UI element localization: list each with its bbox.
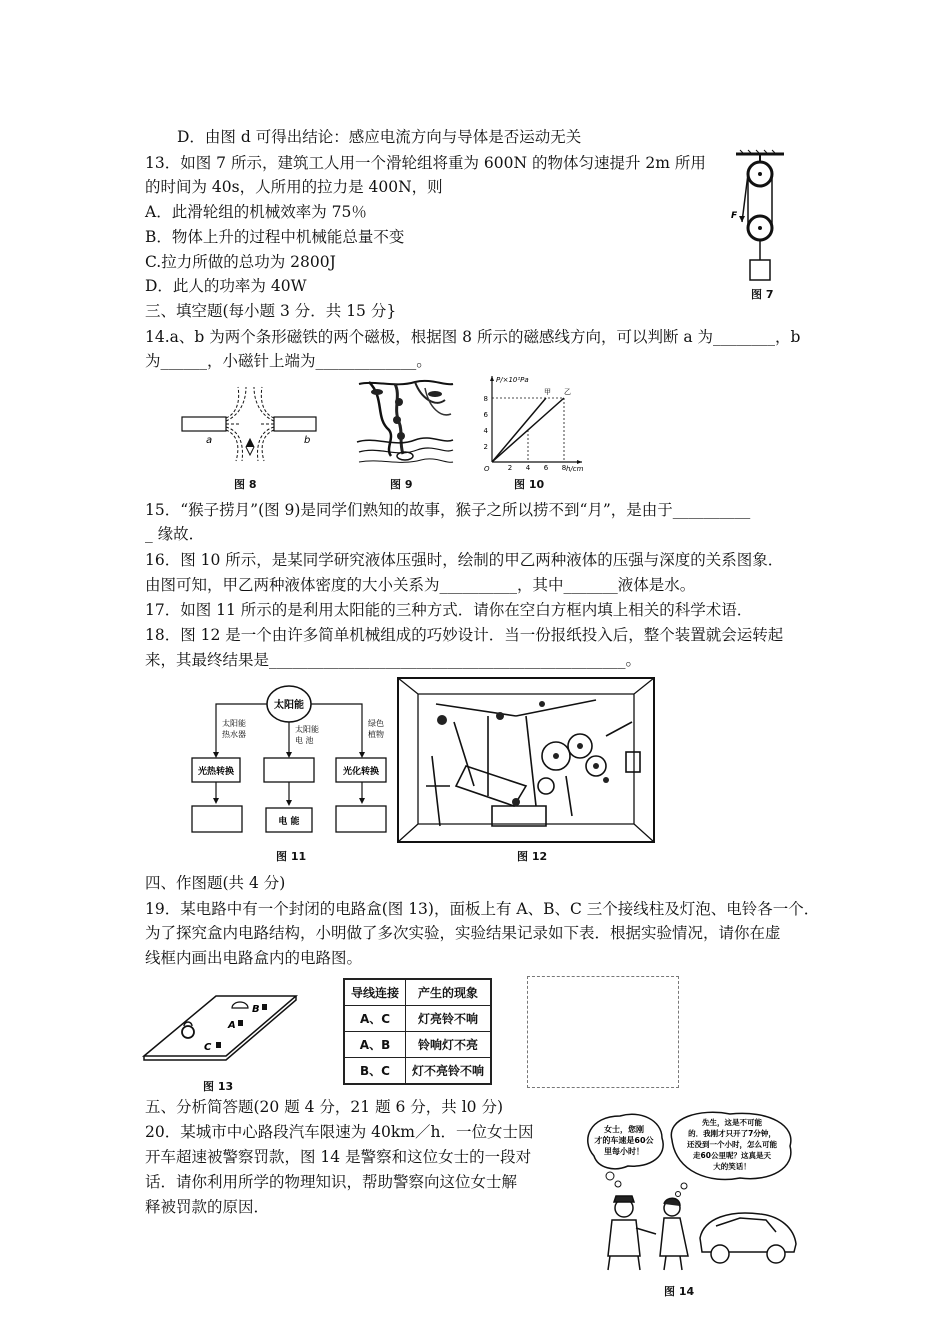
section3-heading: 三、填空题(每小题 3 分．共 15 分}	[145, 302, 397, 320]
table-row	[344, 1032, 491, 1058]
terminal-c	[216, 1042, 221, 1048]
series-jia-label: 甲	[544, 388, 551, 396]
caption-fig13: 图 13	[203, 1080, 234, 1093]
y-tick-label: 4	[483, 427, 488, 435]
q19-line1: 19．某电路中有一个封闭的电路盒(图 13)，面板上有 A、B、C 三个接线柱及灯泡、电铃各一个．	[145, 900, 820, 918]
box-output-right	[336, 806, 386, 832]
q13-option-d: D．此人的功率为 40W	[145, 277, 307, 295]
q13-stem-line1: 13．如图 7 所示，建筑工人用一个滑轮组将重为 600N 的物体匀速提升 2m 所用	[145, 154, 706, 172]
q16-line1: 16．图 10 所示，是某同学研究液体压强时，绘制的甲乙两种液体的压强与深度的关系图象．	[145, 551, 784, 569]
q15-line1: 15．“猴子捞月”(图 9)是同学们熟知的故事，猴子之所以捞不到“月”，是由于__________	[145, 501, 751, 519]
pole-b-label: b	[304, 435, 311, 446]
box-electric-energy-label: 电 能	[278, 817, 300, 827]
series-yi-line	[492, 398, 564, 462]
origin-label: O	[484, 465, 490, 473]
figure-11-solar-flowchart	[186, 682, 396, 842]
terminal-c-label: C	[204, 1042, 212, 1053]
terminal-a	[238, 1020, 243, 1026]
table-cell: 铃响灯不亮	[406, 1032, 492, 1058]
q18-line1: 18．图 12 是一个由许多简单机械组成的巧妙设计．当一份报纸投入后，整个装置就会运转起	[145, 626, 784, 644]
x-axis-label: h/cm	[566, 465, 584, 473]
source-2-line1: 太阳能	[295, 725, 319, 734]
y-tick-label: 8	[483, 395, 488, 403]
bubble-police-line3: 里每小时！	[604, 1147, 644, 1156]
terminal-a-label: A	[228, 1020, 236, 1031]
x-tick-label: 6	[543, 464, 549, 472]
experiment-results-table	[343, 978, 492, 1085]
table-cell: 灯亮铃不响	[406, 1006, 492, 1032]
bubble-woman-line4: 走60公里呢？这真是天	[693, 1151, 771, 1160]
source-1-line2: 热水器	[222, 730, 246, 739]
bubble-woman-line2: 的．我刚才只开了7分钟，	[688, 1129, 776, 1138]
q14-line1: 14.a、b 为两个条形磁铁的两个磁极，根据图 8 所示的磁感线方向，可以判断 a 为________，b	[145, 328, 801, 346]
box-photochemical-label: 光化转换	[342, 767, 380, 777]
series-yi-label: 乙	[564, 388, 571, 396]
table-header-cell: 产生的现象	[406, 979, 492, 1006]
q19-line2: 为了探究盒内电路结构，小明做了多次实验，实验结果记录如下表．根据实验情况，请你在虚	[145, 924, 781, 942]
bubble-woman-line1: 先生，这是不可能	[702, 1118, 762, 1127]
source-2-line2: 电 池	[295, 736, 314, 745]
q19-line3: 线框内画出电路盒内的电路图。	[145, 949, 363, 967]
bubble-woman-line5: 大的笑话！	[713, 1162, 751, 1171]
figure-10-pressure-graph	[478, 372, 588, 474]
caption-fig12: 图 12	[517, 850, 548, 863]
figure-8-magnets	[178, 385, 318, 465]
q13-option-a: A．此滑轮组的机械效率为 75％	[145, 203, 367, 221]
table-row	[344, 1058, 491, 1085]
caption-fig9: 图 9	[390, 478, 413, 491]
circuit-drawing-area[interactable]	[527, 976, 679, 1088]
x-tick-label: 8	[561, 464, 567, 472]
caption-fig11: 图 11	[276, 850, 307, 863]
table-header-cell: 导线连接	[344, 979, 406, 1006]
source-3-line1: 绿色	[368, 719, 384, 728]
terminal-b-label: B	[252, 1004, 260, 1015]
bubble-woman-line3: 还没到一个小时，怎么可能	[687, 1140, 777, 1149]
table-header-row	[344, 979, 491, 1006]
y-tick-label: 6	[483, 411, 488, 419]
figure-7-pulley	[728, 148, 798, 300]
y-tick-label: 2	[483, 443, 488, 451]
q14-line2: 为______，小磁针上端为_____________。	[145, 352, 432, 370]
caption-fig10: 图 10	[514, 478, 545, 491]
figure-14-police-cartoon	[580, 1110, 800, 1278]
bulb-icon	[182, 1026, 194, 1038]
figure-12-machine-illustration	[396, 676, 656, 844]
caption-fig14: 图 14	[664, 1285, 695, 1298]
section4-heading: 四、作图题(共 4 分)	[145, 874, 286, 892]
section5-heading: 五、分析简答题(20 题 4 分，21 题 6 分，共 l0 分)	[145, 1098, 503, 1116]
figure-9-monkeys-illustration	[355, 378, 455, 470]
x-tick-label: 4	[525, 464, 531, 472]
q20-line3: 话．请你利用所学的物理知识，帮助警察向这位女士解	[145, 1173, 518, 1191]
q18-line2: 来，其最终结果是______________________________________________。	[145, 651, 642, 669]
figure-13-circuit-box	[140, 982, 300, 1074]
q13-stem-line2: 的时间为 40s，人所用的拉力是 400N，则	[145, 178, 443, 196]
q13-option-b: B．物体上升的过程中机械能总量不变	[145, 228, 405, 246]
table-row	[344, 1006, 491, 1032]
pole-a-label: a	[206, 435, 213, 446]
box-output-left	[192, 806, 242, 832]
bubble-police-line2: 才的车速是60公	[594, 1136, 654, 1145]
table-cell: B、C	[344, 1058, 406, 1085]
q15-line2: _ 缘故．	[145, 525, 205, 543]
table-cell: A、B	[344, 1032, 406, 1058]
terminal-b	[262, 1004, 267, 1010]
q13-option-c: C.拉力所做的总功为 2800J	[145, 253, 336, 271]
box-blank-middle	[264, 758, 314, 782]
source-1-line1: 太阳能	[222, 719, 246, 728]
q20-line4: 释被罚款的原因．	[145, 1198, 270, 1216]
q12-option-d: D．由图 d 可得出结论：感应电流方向与导体是否运动无关	[177, 128, 582, 146]
force-label: F	[731, 211, 738, 221]
series-jia-line	[492, 398, 546, 462]
solar-energy-label: 太阳能	[274, 700, 304, 711]
caption-fig8: 图 8	[234, 478, 257, 491]
bubble-police-line1: 女士，您刚	[604, 1125, 644, 1134]
y-axis-label: P/×10²Pa	[496, 376, 529, 384]
box-photothermal-label: 光热转换	[197, 767, 235, 777]
q16-line2: 由图可知，甲乙两种液体密度的大小关系为__________，其中_______液体是水。	[145, 576, 696, 594]
x-tick-label: 2	[507, 464, 513, 472]
q20-line1: 20．某城市中心路段汽车限速为 40km／h．一位女士因	[145, 1123, 534, 1141]
q17-line: 17．如图 11 所示的是利用太阳能的三种方式．请你在空白方框内填上相关的科学术语．	[145, 601, 753, 619]
caption-fig7: 图 7	[751, 288, 774, 301]
source-3-line2: 植物	[368, 730, 384, 739]
table-cell: 灯不亮铃不响	[406, 1058, 492, 1085]
table-cell: A、C	[344, 1006, 406, 1032]
q20-line2: 开车超速被警察罚款，图 14 是警察和这位女士的一段对	[145, 1148, 532, 1166]
